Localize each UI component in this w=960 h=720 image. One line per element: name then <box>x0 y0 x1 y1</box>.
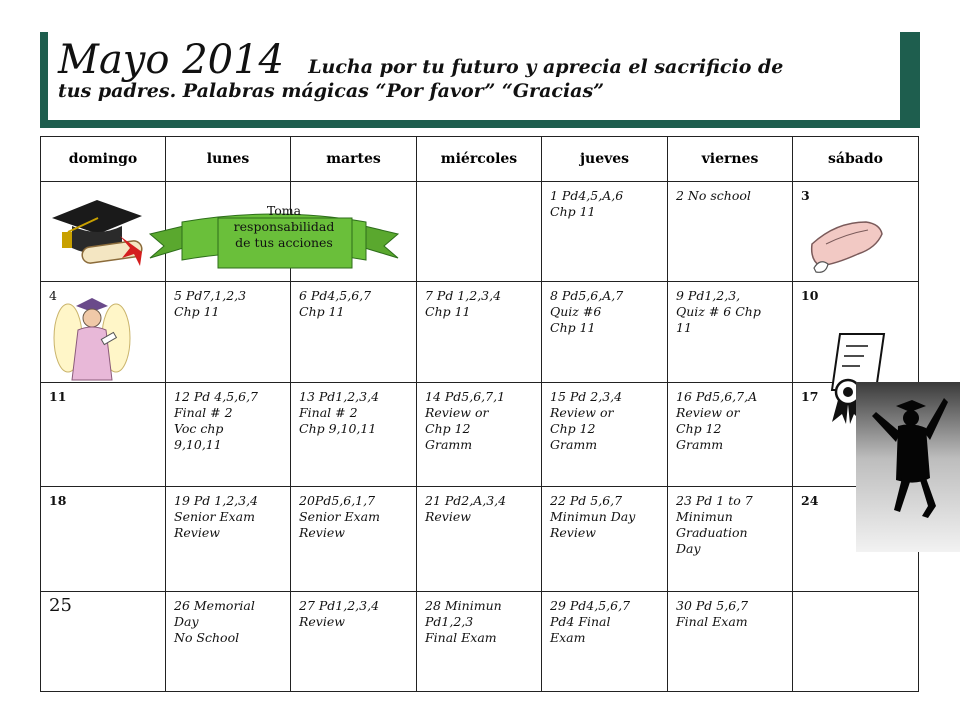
day-cell <box>793 591 919 691</box>
day-cell-text: 30 Pd 5,6,7 <box>676 597 749 613</box>
day-cell <box>291 591 417 691</box>
weekday-header: viernes <box>668 137 793 182</box>
day-cell-text: 11 <box>676 320 692 336</box>
day-cell-text: 26 Memorial <box>174 597 255 613</box>
day-cell-text: 24 <box>801 493 819 509</box>
graduation-cap-diploma-icon <box>42 196 152 272</box>
day-cell <box>166 591 291 691</box>
diploma-scroll-icon <box>806 214 886 276</box>
day-cell-text: Review <box>174 525 220 541</box>
day-cell-text: Senior Exam <box>299 509 380 525</box>
day-cell <box>668 382 793 486</box>
day-cell <box>166 487 291 591</box>
day-cell-text: Review <box>299 525 345 541</box>
day-cell-text: Pd4 Final <box>550 613 611 629</box>
day-cell-text: 27 Pd1,2,3,4 <box>299 597 380 613</box>
day-cell-text: No School <box>174 629 240 645</box>
day-cell <box>41 382 166 486</box>
day-cell-text: Quiz #6 <box>550 304 602 320</box>
day-cell <box>166 382 291 486</box>
weekday-header: jueves <box>542 137 668 182</box>
day-cell-text: Day <box>676 541 701 557</box>
day-cell-text: Review or <box>425 404 489 420</box>
day-cell-text: 9,10,11 <box>174 436 222 452</box>
day-cell-text: Chp 11 <box>425 304 471 320</box>
day-cell-text: 1 Pd4,5,A,6 <box>550 188 624 203</box>
day-cell-text: 21 Pd2,A,3,4 <box>425 493 507 509</box>
day-cell-text: Voc chp <box>174 420 224 436</box>
calendar-week-row <box>41 382 919 486</box>
day-cell-text: Review <box>550 525 596 541</box>
day-cell-text: Gramm <box>425 436 473 452</box>
day-cell-text: Chp 12 <box>676 420 722 436</box>
day-cell <box>41 591 166 691</box>
day-cell <box>668 487 793 591</box>
day-cell-text: Minimun <box>676 509 733 525</box>
day-cell-text: 29 Pd4,5,6,7 <box>550 597 631 613</box>
day-cell <box>542 282 668 382</box>
day-cell-text: 20Pd5,6,1,7 <box>299 493 376 509</box>
weekday-header: lunes <box>166 137 291 182</box>
day-cell-text: Chp 9,10,11 <box>299 420 377 436</box>
weekday-header: domingo <box>41 137 166 182</box>
day-cell-text: 10 <box>801 288 819 304</box>
day-cell-text: Final # 2 <box>174 404 233 420</box>
banner-line-3: de tus acciones <box>235 235 333 250</box>
day-cell-text: Senior Exam <box>174 509 255 525</box>
day-cell <box>291 382 417 486</box>
page-title <box>58 38 898 102</box>
day-cell-text: 19 Pd 1,2,3,4 <box>174 493 258 509</box>
day-cell-text: Chp 12 <box>425 420 471 436</box>
day-cell <box>542 591 668 691</box>
day-cell-text: Final # 2 <box>299 404 358 420</box>
day-cell-text: 4 <box>49 288 57 304</box>
weekday-header: sábado <box>793 137 919 182</box>
graduate-jumping-photo <box>856 382 960 552</box>
day-cell-text: 17 <box>801 388 819 404</box>
day-cell-text: Day <box>174 613 199 629</box>
title-month: Mayo 2014 <box>58 37 284 83</box>
title-motto-line2: tus padres. Palabras mágicas “Por favor” “Gracias” <box>58 80 605 102</box>
day-cell-text: Chp 11 <box>550 204 596 219</box>
banner-line-1: Toma <box>266 203 302 218</box>
day-cell-text: Review <box>299 613 345 629</box>
day-cell-text: 5 Pd7,1,2,3 <box>174 288 247 304</box>
day-cell-text: Graduation <box>676 525 748 541</box>
calendar-week-row <box>41 487 919 591</box>
day-cell <box>668 282 793 382</box>
day-cell <box>668 591 793 691</box>
day-cell-text: 18 <box>49 493 67 509</box>
day-cell-text: 8 Pd5,6,A,7 <box>550 288 624 304</box>
day-cell <box>417 282 542 382</box>
day-cell-text: 7 Pd 1,2,3,4 <box>425 288 502 304</box>
graduate-girl-icon <box>50 296 134 382</box>
day-cell <box>668 182 793 282</box>
day-cell <box>291 487 417 591</box>
weekday-header: martes <box>291 137 417 182</box>
day-cell-text: Exam <box>550 629 586 645</box>
day-cell-text: 11 <box>49 388 67 404</box>
day-cell-text: 22 Pd 5,6,7 <box>550 493 623 509</box>
day-cell-text: 23 Pd 1 to 7 <box>676 493 753 509</box>
day-cell-text: Final Exam <box>425 629 497 645</box>
day-cell-text: Quiz # 6 Chp <box>676 304 761 320</box>
day-cell-text: 14 Pd5,6,7,1 <box>425 388 506 404</box>
day-cell-text: Chp 11 <box>299 304 345 320</box>
day-cell <box>542 382 668 486</box>
day-cell-text: Gramm <box>676 436 724 452</box>
day-cell <box>417 487 542 591</box>
day-cell-text: Final Exam <box>676 613 748 629</box>
day-cell <box>542 487 668 591</box>
banner-text <box>218 203 350 251</box>
title-motto: Lucha por tu futuro y aprecia el sacrificio de <box>308 56 784 78</box>
day-cell <box>417 382 542 486</box>
day-cell-text: 2 No school <box>676 188 751 203</box>
day-cell <box>417 591 542 691</box>
day-cell-text: 15 Pd 2,3,4 <box>550 388 623 404</box>
day-cell <box>542 182 668 282</box>
banner-line-2: responsabilidad <box>233 219 335 234</box>
day-cell-text: 13 Pd1,2,3,4 <box>299 388 380 404</box>
day-cell-text: 3 <box>801 188 810 203</box>
weekday-header: miércoles <box>417 137 542 182</box>
day-cell-text: Chp 11 <box>550 320 596 336</box>
day-cell <box>291 282 417 382</box>
day-cell-text: Chp 12 <box>550 420 596 436</box>
weekday-header-row <box>41 137 919 182</box>
day-cell-text: Review or <box>550 404 614 420</box>
calendar-week-row <box>41 282 919 382</box>
calendar-week-row <box>41 591 919 691</box>
day-cell-text: 16 Pd5,6,7,A <box>676 388 758 404</box>
day-cell-text: 28 Minimun <box>425 597 502 613</box>
day-cell-text: Pd1,2,3 <box>425 613 474 629</box>
day-cell-text: Review or <box>676 404 740 420</box>
day-cell-text: Chp 11 <box>174 304 220 320</box>
day-cell-text: 9 Pd1,2,3, <box>676 288 741 304</box>
day-cell-text: 6 Pd4,5,6,7 <box>299 288 372 304</box>
day-cell <box>41 487 166 591</box>
day-cell-text: Review <box>425 509 471 525</box>
day-cell-text: Gramm <box>550 436 598 452</box>
day-cell-text: Minimun Day <box>550 509 636 525</box>
day-cell <box>166 282 291 382</box>
day-cell-text: 12 Pd 4,5,6,7 <box>174 388 258 404</box>
day-cell <box>417 182 542 282</box>
day-cell-text: 25 <box>49 594 72 616</box>
